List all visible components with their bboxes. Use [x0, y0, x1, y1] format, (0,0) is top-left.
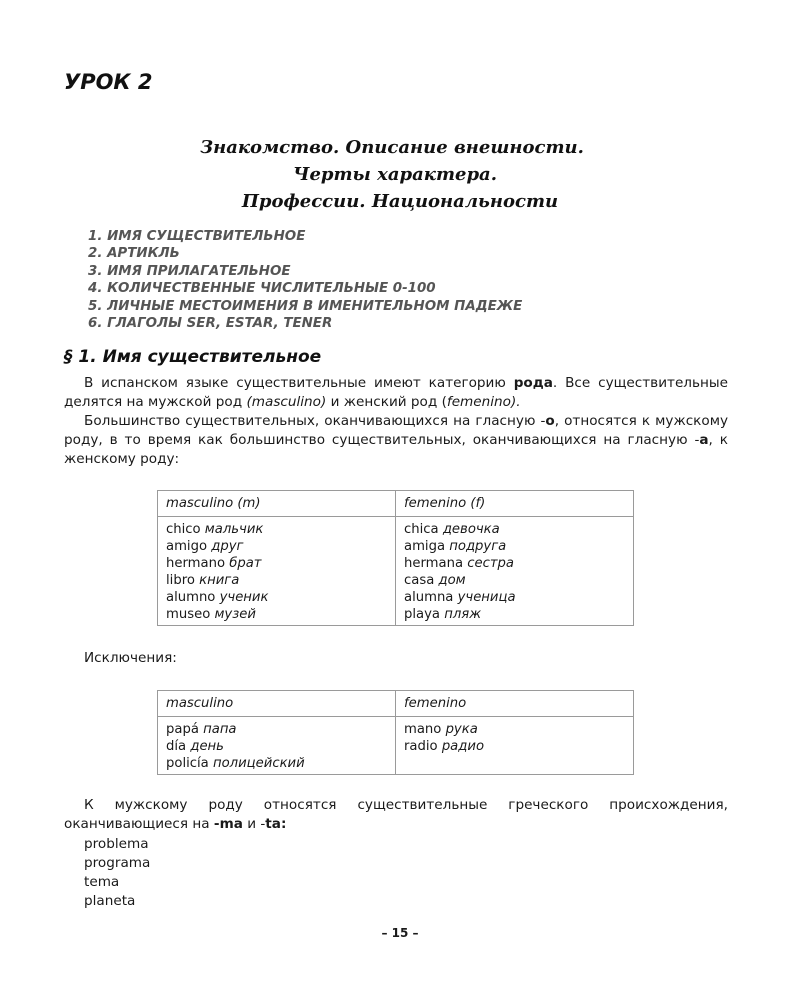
table-cell-masculine: [158, 517, 396, 626]
word-entry: [166, 589, 387, 606]
list-item: problema: [84, 836, 149, 852]
paragraph-gender-intro: [64, 374, 728, 412]
lesson-title: УРОК 2: [64, 70, 153, 94]
table-header-cell: masculino: [158, 691, 396, 717]
text-run: В испанском языке существительные имеют категорию: [84, 375, 514, 391]
lesson-topic: [0, 134, 800, 215]
paragraph-endings: [64, 412, 728, 469]
word-entry: [404, 606, 625, 623]
text-run-bold: ta:: [265, 816, 287, 832]
translation: рука: [445, 722, 478, 737]
exceptions-table: [157, 690, 634, 775]
word-entry: [404, 521, 625, 538]
text-run: , относятся к мужскому роду, в то время как большинство существительных, оканчивающихся на гласную -: [64, 413, 728, 448]
translation: музей: [214, 607, 256, 622]
word-entry: [404, 572, 625, 589]
text-run-italic: (masculino): [246, 394, 327, 410]
table-header-cell: masculino (m): [158, 491, 396, 517]
spanish-word: día: [166, 739, 187, 754]
translation: друг: [211, 539, 244, 554]
contents-item: 4. КОЛИЧЕСТВЕННЫЕ ЧИСЛИТЕЛЬНЫЕ 0-100: [88, 281, 436, 297]
text-run-bold: рода: [513, 375, 553, 391]
spanish-word: policía: [166, 756, 209, 771]
spanish-word: alumno: [166, 590, 216, 605]
page-number: – 15 –: [381, 926, 419, 940]
translation: день: [190, 739, 224, 754]
text-run: Большинство существительных, оканчивающихся на гласную -: [84, 413, 546, 429]
word-entry: [166, 606, 387, 623]
translation: подруга: [449, 539, 507, 554]
word-entry: [166, 555, 387, 572]
word-entry: [166, 572, 387, 589]
text-run-bold: o: [545, 413, 555, 429]
spanish-word: playa: [404, 607, 441, 622]
translation: книга: [199, 573, 240, 588]
contents-item: 1. ИМЯ СУЩЕСТВИТЕЛЬНОЕ: [88, 229, 306, 244]
translation: радио: [441, 739, 485, 754]
table-header-cell: femenino (f): [396, 491, 634, 517]
list-item: programa: [84, 855, 151, 871]
translation: брат: [229, 556, 262, 571]
contents-item: 5. ЛИЧНЫЕ МЕСТОИМЕНИЯ В ИМЕНИТЕЛЬНОМ ПАДЕЖЕ: [88, 298, 523, 314]
spanish-word: alumna: [404, 590, 454, 605]
spanish-word: museo: [166, 607, 211, 622]
word-entry: [166, 521, 387, 538]
text-run-italic: femenino).: [446, 394, 521, 410]
section-heading: § 1. Имя существительное: [64, 347, 322, 367]
greek-words-list: [84, 835, 150, 911]
table-cell-feminine: [396, 517, 634, 626]
translation: девочка: [442, 522, 500, 537]
gender-examples-table: [157, 490, 634, 626]
list-item: tema: [84, 874, 120, 890]
table-header-row: [158, 491, 634, 517]
word-entry: [404, 589, 625, 606]
table-header-cell: femenino: [396, 691, 634, 717]
text-run-bold: -ma: [213, 816, 243, 832]
spanish-word: mano: [404, 722, 442, 737]
spanish-word: amigo: [166, 539, 208, 554]
exceptions-label: Исключения:: [84, 650, 177, 666]
table-row: [158, 717, 634, 775]
spanish-word: chico: [166, 522, 201, 537]
table-row: [158, 517, 634, 626]
word-entry: [166, 538, 387, 555]
word-entry: [404, 721, 625, 738]
spanish-word: chica: [404, 522, 439, 537]
table-cell-feminine: [396, 717, 634, 775]
list-item: planeta: [84, 893, 136, 909]
lesson-contents: [88, 228, 522, 332]
translation: полицейский: [212, 756, 305, 771]
translation: ученица: [457, 590, 516, 605]
spanish-word: libro: [166, 573, 195, 588]
contents-item: 2. АРТИКЛЬ: [88, 246, 180, 262]
spanish-word: casa: [404, 573, 435, 588]
spanish-word: radio: [404, 739, 438, 754]
text-run: , к женскому роду:: [64, 432, 728, 467]
translation: пляж: [444, 607, 482, 622]
word-entry: [404, 738, 625, 755]
word-entry: [166, 738, 387, 755]
spanish-word: papá: [166, 722, 199, 737]
word-entry: [404, 538, 625, 555]
contents-item: 6. ГЛАГОЛЫ SER, ESTAR, TENER: [88, 316, 333, 332]
word-entry: [404, 555, 625, 572]
spanish-word: hermano: [166, 556, 226, 571]
text-run: и -: [242, 816, 266, 832]
text-run-bold: a: [699, 432, 709, 448]
text-run: и женский род (: [326, 394, 447, 410]
topic-line: Знакомство. Описание внешности.: [200, 137, 584, 158]
table-cell-masculine: [158, 717, 396, 775]
spanish-word: amiga: [404, 539, 446, 554]
text-run: К мужскому роду относятся существительные греческого происхождения, оканчивающиеся на: [64, 797, 728, 832]
translation: папа: [203, 722, 237, 737]
spanish-word: hermana: [404, 556, 464, 571]
topic-line: Черты характера.: [293, 164, 497, 185]
word-entry: [166, 721, 387, 738]
translation: ученик: [219, 590, 269, 605]
contents-item: 3. ИМЯ ПРИЛАГАТЕЛЬНОЕ: [88, 263, 291, 279]
word-entry: [166, 755, 387, 772]
text-run: . Все существительные делятся на мужской род: [64, 375, 728, 410]
translation: сестра: [467, 556, 514, 571]
paragraph-greek-origin: [64, 796, 728, 834]
translation: мальчик: [204, 522, 264, 537]
translation: дом: [438, 573, 466, 588]
topic-line: Профессии. Национальности: [241, 191, 559, 212]
table-header-row: [158, 691, 634, 717]
